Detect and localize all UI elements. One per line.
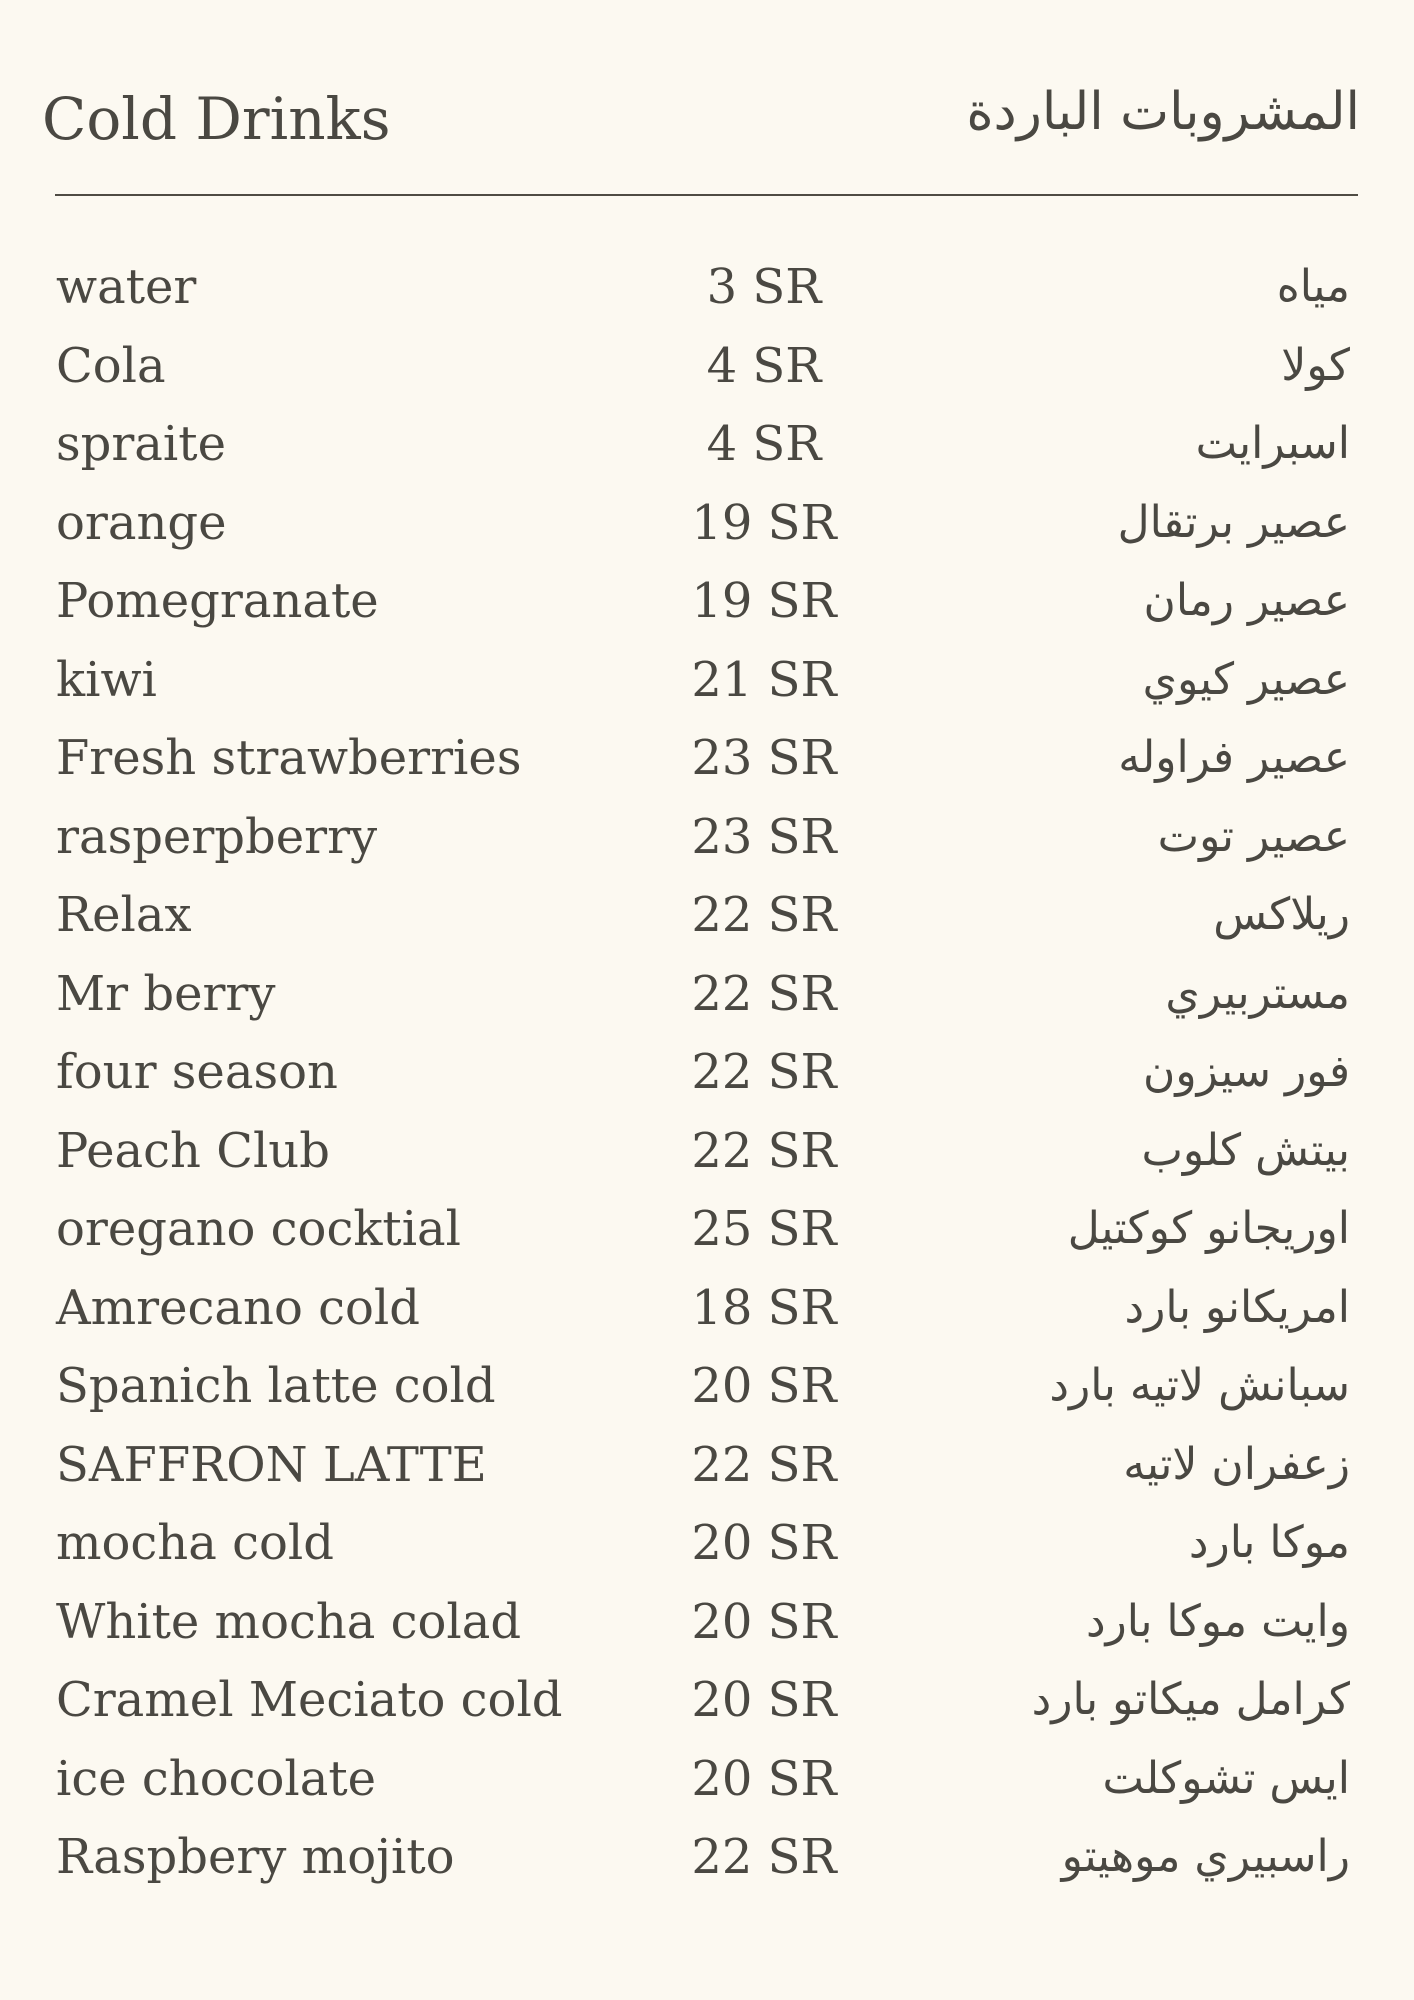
- menu-item-row: [56, 1661, 1350, 1740]
- menu-item-row: [56, 1426, 1350, 1505]
- item-name-arabic: كولا: [1281, 339, 1350, 391]
- item-name-arabic: عصير برتقال: [1117, 496, 1350, 548]
- menu-item-row: [56, 484, 1350, 563]
- item-price: 21 SR: [691, 651, 837, 708]
- menu-item-row: [56, 876, 1350, 955]
- menu-item-row: [56, 719, 1350, 798]
- item-name-english: ice chocolate: [56, 1750, 377, 1807]
- menu-item-row: [56, 1583, 1350, 1662]
- item-price: 4 SR: [706, 416, 822, 472]
- item-price: 23 SR: [691, 730, 837, 786]
- menu-item-row: [56, 1033, 1350, 1112]
- menu-item-row: [56, 405, 1350, 484]
- menu-item-row: [56, 641, 1350, 720]
- item-name-english: spraite: [56, 416, 226, 472]
- page-title-english: Cold Drinks: [42, 85, 391, 153]
- item-price: 20 SR: [691, 1358, 837, 1414]
- item-name-english: water: [56, 259, 197, 315]
- menu-item-row: [56, 798, 1350, 877]
- item-price: 25 SR: [691, 1201, 837, 1257]
- menu-item-row: [56, 562, 1350, 641]
- page-title-arabic: المشروبات الباردة: [966, 82, 1360, 142]
- item-name-arabic: سبانش لاتيه بارد: [1049, 1360, 1350, 1411]
- item-name-arabic: كرامل ميكاتو بارد: [1031, 1674, 1350, 1725]
- item-price: 22 SR: [691, 1436, 837, 1493]
- item-name-arabic: امريكانو بارد: [1124, 1281, 1350, 1333]
- item-name-english: Cola: [56, 337, 166, 394]
- item-name-english: White mocha colad: [56, 1593, 522, 1650]
- menu-item-row: [56, 1269, 1350, 1348]
- item-name-english: four season: [56, 1044, 338, 1100]
- item-name-english: rasperpberry: [56, 808, 378, 865]
- item-price: 23 SR: [691, 808, 837, 865]
- menu-header: [42, 82, 1360, 172]
- item-price: 20 SR: [691, 1515, 837, 1571]
- item-price: 22 SR: [691, 887, 837, 943]
- item-name-english: mocha cold: [56, 1515, 334, 1571]
- item-name-arabic: راسبيري موهيتو: [1061, 1831, 1350, 1882]
- menu-item-row: [56, 1818, 1350, 1897]
- item-name-english: orange: [56, 494, 227, 551]
- item-name-arabic: زعفران لاتيه: [1123, 1438, 1350, 1490]
- item-price: 22 SR: [691, 965, 837, 1022]
- item-name-english: Fresh strawberries: [56, 730, 522, 786]
- menu-item-row: [56, 1112, 1350, 1191]
- item-name-arabic: بيتش كلوب: [1141, 1124, 1350, 1176]
- item-name-arabic: عصير توت: [1157, 810, 1350, 862]
- item-name-english: Spanich latte cold: [56, 1358, 496, 1414]
- header-divider: [55, 194, 1358, 196]
- item-name-arabic: وايت موكا بارد: [1085, 1595, 1350, 1647]
- item-price: 18 SR: [691, 1279, 837, 1336]
- item-price: 19 SR: [691, 573, 837, 629]
- item-name-arabic: مياه: [1276, 261, 1350, 312]
- item-name-english: Relax: [56, 887, 192, 943]
- drinks-menu-list: [56, 248, 1350, 1897]
- item-name-english: Amrecano cold: [56, 1279, 420, 1336]
- item-price: 3 SR: [706, 259, 822, 315]
- item-name-arabic: اسبرايت: [1195, 418, 1350, 469]
- menu-item-row: [56, 1190, 1350, 1269]
- item-price: 20 SR: [691, 1672, 837, 1728]
- menu-item-row: [56, 1347, 1350, 1426]
- item-name-english: Cramel Meciato cold: [56, 1672, 563, 1728]
- item-price: 22 SR: [691, 1829, 837, 1885]
- item-price: 20 SR: [691, 1750, 837, 1807]
- menu-item-row: [56, 327, 1350, 406]
- item-price: 4 SR: [706, 337, 822, 394]
- menu-item-row: [56, 1740, 1350, 1819]
- item-name-english: kiwi: [56, 651, 157, 708]
- item-price: 22 SR: [691, 1122, 837, 1179]
- item-name-arabic: اوريجانو كوكتيل: [1067, 1203, 1350, 1254]
- item-name-arabic: موكا بارد: [1188, 1517, 1350, 1568]
- item-name-arabic: مستربيري: [1165, 967, 1350, 1019]
- menu-item-row: [56, 248, 1350, 327]
- item-name-arabic: عصير فراوله: [1118, 732, 1350, 783]
- item-name-english: Mr berry: [56, 965, 276, 1022]
- item-name-english: Pomegranate: [56, 573, 379, 629]
- item-name-english: oregano cocktial: [56, 1201, 462, 1257]
- item-name-english: SAFFRON LATTE: [56, 1436, 487, 1493]
- item-name-arabic: ريلاكس: [1213, 889, 1350, 940]
- item-name-english: Raspbery mojito: [56, 1829, 455, 1885]
- item-price: 19 SR: [691, 494, 837, 551]
- menu-item-row: [56, 1504, 1350, 1583]
- menu-item-row: [56, 955, 1350, 1034]
- item-name-arabic: فور سيزون: [1143, 1046, 1350, 1097]
- item-name-english: Peach Club: [56, 1122, 330, 1179]
- item-name-arabic: عصير رمان: [1143, 575, 1350, 626]
- item-name-arabic: عصير كيوي: [1142, 653, 1350, 705]
- item-price: 20 SR: [691, 1593, 837, 1650]
- item-price: 22 SR: [691, 1044, 837, 1100]
- item-name-arabic: ايس تشوكلت: [1102, 1752, 1350, 1804]
